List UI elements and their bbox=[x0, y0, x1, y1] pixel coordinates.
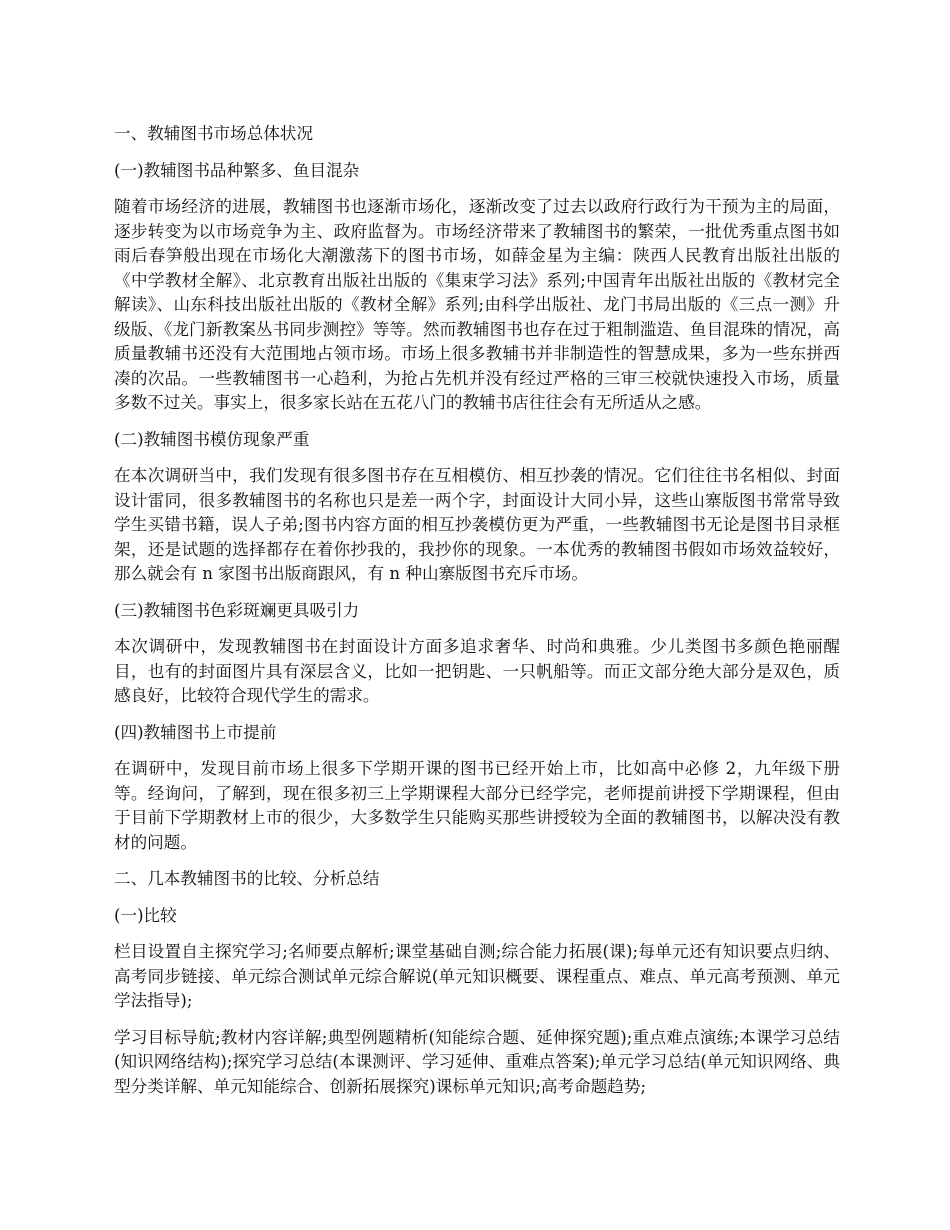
document-body bbox=[114, 122, 840, 1111]
subsection-heading-1-4: (四)教辅图书上市提前 bbox=[114, 722, 277, 742]
subsection-heading-1-3: (三)教辅图书色彩斑斓更具吸引力 bbox=[114, 600, 360, 620]
paragraph-learning-goals: 学习目标导航;教材内容详解;典型例题精析(知能综合题、延伸探究题);重点难点演练;本课学习总结(知识网络结构);探究学习总结(本课测评、学习延伸、重难点答案);单元学习总结(单元知识网络、典型分类详解、单元知能综合、创新拓展探究)课标单元知识;高考命题趋势; bbox=[114, 1027, 840, 1096]
paragraph-column-setup: 栏目设置自主探究学习;名师要点解析;课堂基础自测;综合能力拓展(课);每单元还有知识要点归纳、高考同步链接、单元综合测试单元综合解说(单元知识概要、课程重点、难点、单元高考预测、单元学法指导); bbox=[114, 942, 840, 1010]
subsection-heading-2-1: (一)比较 bbox=[114, 905, 177, 925]
paragraph-early-release: 在调研中，发现目前市场上很多下学期开课的图书已经开始上市，比如高中必修 2，九年级下册等。经询问，了解到，现在很多初三上学期课程大部分已经学完，老师提前讲授下学期课程，但由于目前下学期教材上市的很少，大多数学生只能购买那些讲授较为全面的教辅图书，以解决没有教材的问题。 bbox=[114, 759, 840, 852]
subsection-heading-1-2: (二)教辅图书模仿现象严重 bbox=[114, 429, 310, 449]
section-heading-1: 一、教辅图书市场总体状况 bbox=[114, 124, 314, 143]
subsection-heading-1-1: (一)教辅图书品种繁多、鱼目混杂 bbox=[114, 160, 360, 180]
paragraph-colorful-design: 本次调研中，发现教辅图书在封面设计方面多追求奢华、时尚和典雅。少儿类图书多颜色艳丽醒目，也有的封面图片具有深层含义，比如一把钥匙、一只帆船等。而正文部分绝大部分是双色，质感良好，比较符合现代学生的需求。 bbox=[114, 637, 840, 705]
paragraph-market-variety: 随着市场经济的进展，教辅图书也逐渐市场化，逐渐改变了过去以政府行政行为干预为主的局面，逐步转变为以市场竞争为主、政府监督为。市场经济带来了教辅图书的繁荣，一批优秀重点图书如雨后春笋般出现在市场化大潮激荡下的图书市场，如薛金星为主编：陕西人民教育出版社出版的《中学教材全解》、北京教育出版社出版的《集束学习法》系列;中国青年出版社出版的《教材完全解读》、山东科技出版社出版的《教材全解》系列;由科学出版社、龙门书局出版的《三点一测》升级版、《龙门新教案丛书同步测控》等等。然而教辅图书也存在过于粗制滥造、鱼目混珠的情况，高质量教辅书还没有大范围地占领市场。市场上很多教辅书并非制造性的智慧成果，多为一些东拼西凑的次品。一些教辅图书一心趋利，为抢占先机并没有经过严格的三审三校就快速投入市场，质量多数不过关。事实上，很多家长站在五花八门的教辅书店往往会有无所适从之感。 bbox=[114, 197, 840, 412]
paragraph-imitation: 在本次调研当中，我们发现有很多图书存在互相模仿、相互抄袭的情况。它们往往书名相似、封面设计雷同，很多教辅图书的名称也只是差一两个字，封面设计大同小异，这些山寨版图书常常导致学生买错书籍，误人子弟;图书内容方面的相互抄袭模仿更为严重，一些教辅图书无论是图书目录框架，还是试题的选择都存在着你抄我的，我抄你的现象。一本优秀的教辅图书假如市场效益较好，那么就会有 n 家图书出版商跟风，有 n 种山寨版图书充斥市场。 bbox=[114, 466, 840, 583]
section-heading-2: 二、几本教辅图书的比较、分析总结 bbox=[114, 869, 380, 888]
